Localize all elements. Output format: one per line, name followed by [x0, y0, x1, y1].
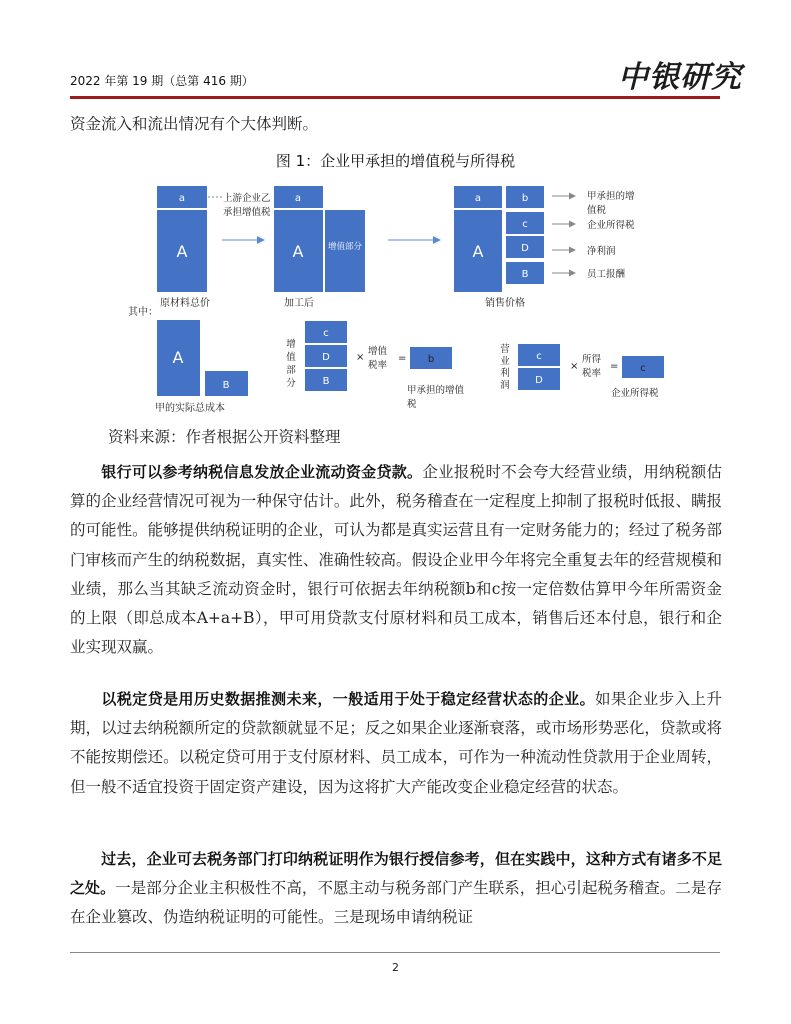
block-c-op-label: c — [536, 351, 542, 362]
label-vat-borne-line2: 值税 — [587, 205, 607, 216]
vert-op-profit-2: 业 — [500, 356, 510, 367]
equals-sign-2: = — [610, 361, 619, 372]
caption-actual-cost: 甲的实际总成本 — [155, 403, 225, 414]
vert-value-added-1: 增 — [286, 339, 296, 350]
caption-raw-material: 原材料总价 — [160, 298, 210, 309]
paragraph-3-body: 一是部分企业主积极性不高，不愿主动与税务部门产生联系，担心引起税务稽查。二是存在企业篡改、伪造纳税证明的可能性。三是现场申请纳税证 — [70, 879, 722, 927]
caption-income-tax: 企业所得税 — [611, 388, 659, 399]
block-a-processed-label: a — [294, 193, 302, 204]
block-D-op-label: D — [535, 375, 543, 386]
label-upstream-line1: 上游企业乙 — [223, 193, 271, 204]
block-B-sale-label: B — [521, 269, 529, 280]
figure-source: 资料来源：作者根据公开资料整理 — [108, 428, 341, 446]
publication-logo: 中银研究 — [618, 60, 742, 95]
block-c-va-label: c — [323, 328, 329, 339]
block-A-sale-label: A — [472, 242, 484, 261]
vert-op-profit-1: 营 — [500, 344, 510, 355]
vat-rate-line2: 税率 — [368, 360, 388, 371]
paragraph-1-body: 企业报税时不会夸大经营业绩，用纳税额估算的企业经营情况可视为一种保守估计。此外，税务稽查在一定程度上抑制了报税时低报、瞒报的可能性。能够提供纳税证明的企业，可认为都是真实运营且有一定财务能力的；经过了税务部门审核而产生的纳税数据，真实性、准确性较高。假设企业甲今年将完全重复去年的经营规模和业绩，那么当其缺乏流动资金时，银行可依据去年纳税额b和c按一定倍数估算甲今年所需资金的上限（即总成本A+a+B），甲可用贷款支付原材料和员工成本，销售后还本付息，银行和企业实现双赢。 — [70, 463, 722, 657]
times-sign-2: × — [570, 361, 579, 372]
paragraph-2-lead: 以税定贷是用历史数据推测未来，一般适用于处于稳定经营状态的企业。 — [101, 690, 596, 708]
page-number: 2 — [392, 961, 399, 974]
paragraph-1-lead: 银行可以参考纳税信息发放企业流动资金贷款。 — [101, 463, 423, 481]
label-where: 其中： — [128, 307, 158, 318]
vert-op-profit-3: 利 — [500, 368, 510, 379]
label-net-profit: 净利润 — [587, 246, 616, 257]
block-b-result-label: b — [427, 354, 435, 365]
block-B-cost-label: B — [222, 380, 230, 391]
caption-processed: 加工后 — [284, 298, 314, 309]
block-value-added-label: 增值部分 — [327, 242, 363, 252]
footer-divider — [70, 952, 720, 953]
equals-sign-1: = — [398, 353, 407, 364]
block-B-va-label: B — [322, 376, 330, 387]
block-A-processed-label: A — [292, 242, 304, 261]
paragraph-3 — [70, 845, 722, 933]
income-rate-line2: 税率 — [582, 368, 602, 379]
block-c-result-label: c — [640, 363, 646, 374]
block-b-sale-label: b — [521, 193, 529, 204]
paragraph-2 — [70, 685, 722, 802]
vert-value-added-2: 值 — [286, 352, 296, 363]
label-vat-borne-line1: 甲承担的增 — [587, 191, 635, 202]
issue-number: 2022 年第 19 期（总第 416 期） — [70, 74, 254, 88]
caption-vat-line2: 税 — [407, 399, 417, 410]
continued-text: 资金流入和流出情况有个大体判断。 — [70, 115, 319, 133]
block-a-sale-label: a — [474, 193, 482, 204]
times-sign-1: × — [356, 352, 365, 363]
label-upstream-line2: 承担增值税 — [223, 207, 271, 218]
caption-vat-line1: 甲承担的增值 — [407, 385, 465, 396]
vert-op-profit-4: 润 — [500, 380, 510, 391]
paragraph-1 — [70, 458, 722, 662]
vert-value-added-4: 分 — [286, 378, 296, 389]
label-income-tax: 企业所得税 — [587, 220, 635, 231]
vat-rate-line1: 增值 — [368, 346, 388, 357]
block-A-cost-label: A — [172, 348, 184, 367]
block-D-va-label: D — [322, 352, 330, 363]
block-c-sale-label: c — [522, 219, 528, 230]
block-a-raw-label: a — [178, 193, 186, 204]
vert-value-added-3: 部 — [286, 365, 296, 376]
figure-title: 图 1：企业甲承担的增值税与所得税 — [275, 152, 516, 170]
block-D-sale-label: D — [521, 243, 529, 254]
tax-diagram — [0, 0, 791, 420]
income-rate-line1: 所得 — [582, 354, 602, 365]
label-wages: 员工报酬 — [587, 269, 626, 280]
paragraph-2-body: 如果企业步入上升期，以过去纳税额所定的贷款额就显不足；反之如果企业逐渐衰落，或市场形势恶化，贷款或将不能按期偿还。以税定贷可用于支付原材料、员工成本，可作为一种流动性贷款用于企业周转，但一般不适宜投资于固定资产建设，因为这将扩大产能改变企业稳定经营的状态。 — [70, 690, 722, 796]
caption-sale-price: 销售价格 — [485, 298, 525, 309]
paragraph-3-lead: 过去，企业可去税务部门打印纳税证明作为银行授信参考，但在实践中，这种方式有诸多不足之处。 — [70, 850, 722, 898]
block-A-raw-label: A — [176, 242, 188, 261]
